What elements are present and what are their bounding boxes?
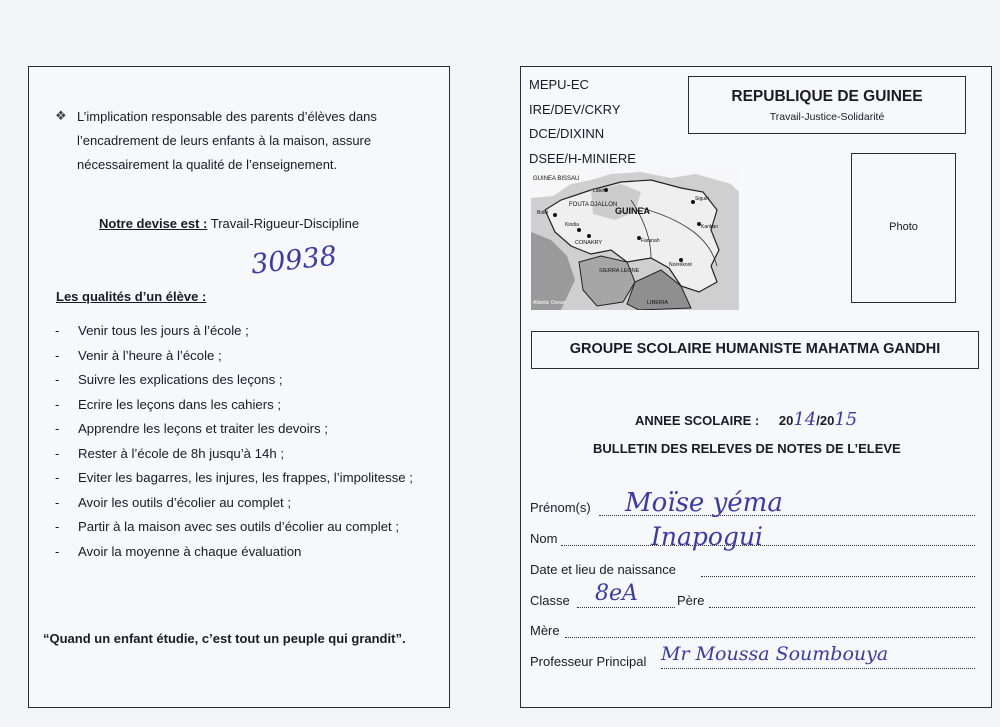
school-name-box [531, 331, 979, 369]
year-hand-2: 15 [834, 409, 858, 430]
prenom-label: Prénom(s) [530, 500, 591, 515]
prof-value: Mr Moussa Soumbouya [661, 643, 889, 665]
photo-label: Photo [889, 221, 918, 233]
admin-line: MEPU-EC [529, 77, 589, 92]
republic-motto: Travail-Justice-Solidarité [769, 111, 885, 123]
map-label-faranah: Faranah [641, 238, 660, 244]
guinea-map-svg [531, 170, 739, 310]
school-year [635, 409, 857, 430]
motto-label: Notre devise est : [99, 216, 208, 231]
map-label-bissau: GUINEA BISSAU [533, 176, 580, 182]
left-panel [28, 66, 450, 708]
prenom-value: Moïse yéma [625, 488, 783, 518]
nom-dots [561, 545, 975, 546]
list-item: - Ecrire les leçons dans les cahiers ; [55, 396, 282, 412]
year-sep: /20 [816, 413, 835, 428]
nom-value: Inapogui [651, 522, 764, 551]
parents-note: L’implication responsable des parents d’élèves dans l’encadrement de leurs enfants à la maison, assure nécessairement la qualité de l’enseignement. [77, 109, 377, 172]
qualities-title: Les qualités d’un élève : [56, 289, 207, 304]
map-label-labe: Labé [593, 188, 605, 194]
map-label-nzerekore: Nzérékoré [669, 262, 693, 268]
closing-quote: “Quand un enfant étudie, c’est tout un peuple qui grandit”. [43, 631, 406, 646]
photo-box [851, 153, 956, 303]
mere-dots [565, 637, 975, 638]
bulletin-title: BULLETIN DES RELEVES DE NOTES DE L’ELEVE [593, 441, 901, 456]
school-name: GROUPE SCOLAIRE HUMANISTE MAHATMA GANDHI [569, 341, 941, 357]
nom-label: Nom [530, 531, 558, 546]
mere-label: Mère [530, 623, 560, 638]
pere-dots [709, 607, 975, 608]
admin-line: DCE/DIXINN [529, 126, 605, 141]
admin-line: DSEE/H-MINIERE [529, 150, 636, 166]
list-item: - Avoir la moyenne à chaque évaluation [55, 543, 302, 559]
map-label-boke: Boké [537, 210, 549, 216]
classe-label: Classe [530, 593, 570, 608]
classe-value: 8eA [595, 581, 638, 606]
handwritten-number: 30938 [249, 240, 339, 281]
motto-value: Travail-Rigueur-Discipline [210, 216, 360, 231]
year-hand-1: 14 [793, 409, 817, 430]
year-label: ANNEE SCOLAIRE : [635, 413, 760, 428]
map-label-kankan: Kankan [701, 224, 718, 230]
guinea-map [531, 170, 739, 310]
list-item: - Rester à l’école de 8h jusqu’à 14h ; [55, 445, 285, 461]
list-item: - Partir à la maison avec ses outils d’écolier au complet ; [55, 519, 400, 534]
qualities-list [55, 323, 438, 568]
map-label-conakry: CONAKRY [575, 240, 603, 246]
map-label-siguiri: Siguiri [695, 196, 709, 202]
map-label-kindia: Kindia [565, 222, 579, 228]
naissance-dots [701, 576, 975, 577]
map-label-ocean: Atlantic Ocean [533, 300, 566, 306]
classe-dots [577, 607, 675, 608]
map-label-fouta: FOUTA DJALLON [569, 202, 618, 208]
admin-header [529, 73, 636, 171]
list-item: - Venir à l’heure à l’école ; [55, 347, 222, 363]
right-panel [520, 66, 992, 708]
list-item: - Venir tous les jours à l’école ; [55, 323, 249, 338]
republic-box [688, 76, 966, 134]
diamond-bullet-icon: ❖ [55, 108, 67, 123]
republic-title: REPUBLIQUE DE GUINEE [731, 88, 923, 105]
prof-dots [661, 668, 975, 669]
motto-line [99, 216, 359, 231]
naissance-label: Date et lieu de naissance [530, 562, 676, 577]
year-prefix: 20 [778, 413, 794, 428]
map-label-sierra: SIERRA LEONE [599, 268, 640, 274]
list-item: - Eviter les bagarres, les injures, les frappes, l’impolitesse ; [55, 470, 413, 485]
pere-label: Père [677, 593, 705, 608]
admin-line: IRE/DEV/CKRY [529, 101, 621, 117]
map-label-liberia: LIBERIA [647, 300, 669, 306]
list-item: - Avoir les outils d’écolier au complet ; [55, 494, 292, 510]
map-label-guinea: GUINEA [615, 206, 651, 216]
list-item: - Apprendre les leçons et traiter les devoirs ; [55, 421, 328, 436]
prof-label: Professeur Principal [530, 654, 647, 669]
list-item: - Suivre les explications des leçons ; [55, 372, 283, 387]
